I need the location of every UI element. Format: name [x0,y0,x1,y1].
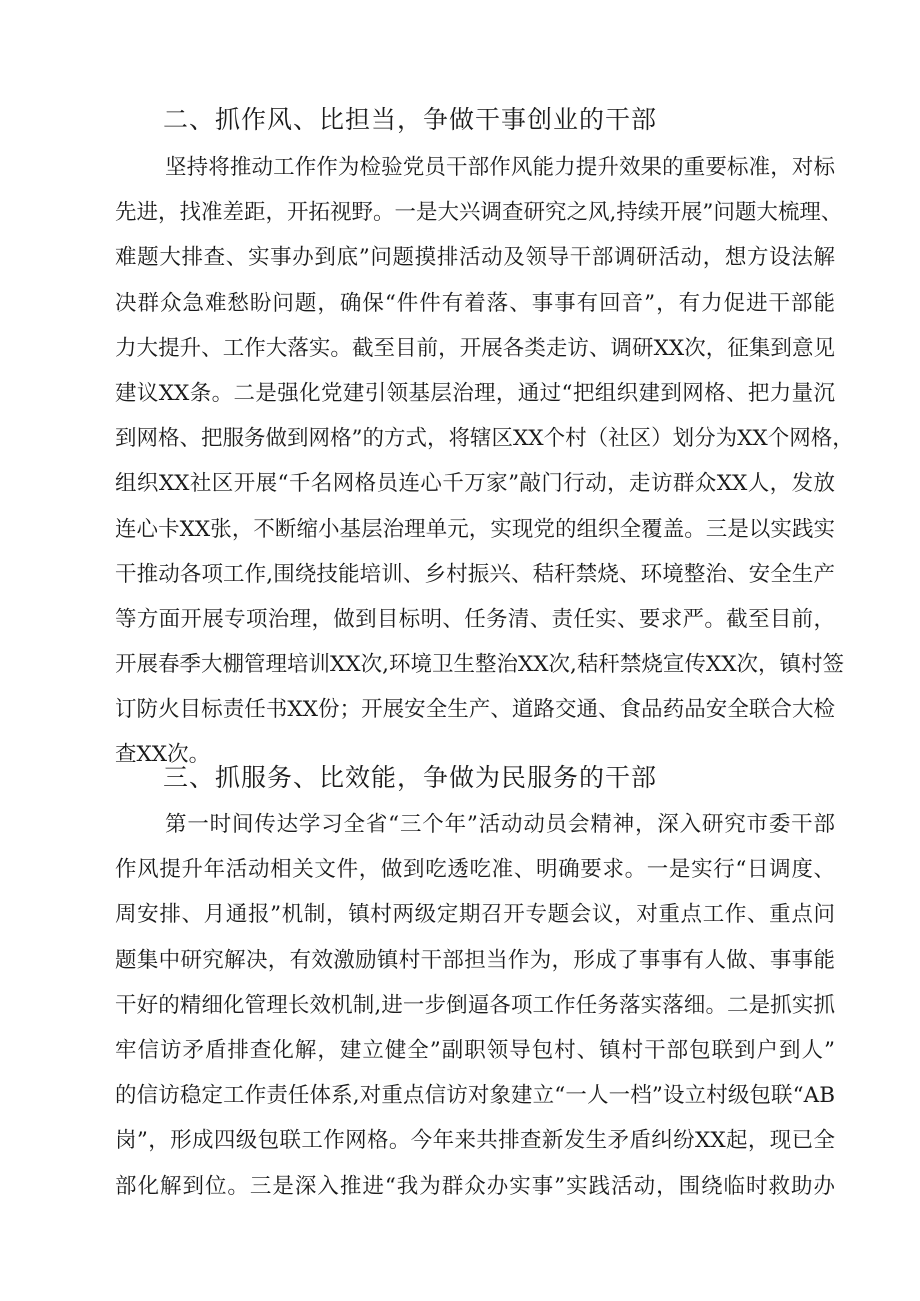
text-line: 订防火目标责任书XX份；开展安全生产、道路交通、食品药品安全联合大检 [115,697,835,723]
section-heading-2: 二、抓作风、比担当，争做干事创业的干部 [163,105,658,134]
text-line: 等方面开展专项治理，做到目标明、任务清、责任实、要求严。截至目前， [115,606,835,632]
text-line: 题集中研究解决，有效激励镇村干部担当作为，形成了事事有人做、事事能 [115,947,835,973]
section-2-paragraph [115,145,854,778]
text-line: 到网格、把服务做到网格”的方式，将辖区XX个村（社区）划分为XX个网格， [115,426,854,452]
text-line: 牢信访矛盾排查化解，建立健全”副职领导包村、镇村干部包联到户到人” [115,1037,835,1063]
text-line: 作风提升年活动相关文件，做到吃透吃准、明确要求。一是实行“日调度、 [115,857,835,883]
text-line: 坚持将推动工作作为检验党员干部作风能力提升效果的重要标准，对标 [165,155,835,180]
text-line: 难题大排查、实事办到底”问题摸排活动及领导干部调研活动，想方设法解 [115,245,835,271]
text-line: 建议XX条。二是强化党建引领基层治理，通过“把组织建到网格、把力量沉 [115,380,835,406]
text-line: 周安排、月通报”机制，镇村两级定期召开专题会议，对重点工作、重点问 [115,902,835,928]
text-line: 岗”，形成四级包联工作网格。今年来共排查新发生矛盾纠纷XX起，现已全 [115,1128,835,1154]
text-line: 干好的精细化管理长效机制,进一步倒逼各项工作任务落实落细。二是抓实抓 [115,992,835,1018]
text-line: 部化解到位。三是深入推进“我为群众办实事”实践活动，围绕临时救助办 [115,1173,835,1199]
text-line: 决群众急难愁盼问题，确保“件件有着落、事事有回音”，有力促进干部能 [115,290,835,316]
text-line: 的信访稳定工作责任体系,对重点信访对象建立“一人一档”设立村级包联“AB [115,1083,835,1109]
text-line: 干推动各项工作,围绕技能培训、乡村振兴、秸秆禁烧、环境整治、安全生产 [115,561,835,587]
text-line: 查XX次。 [115,742,211,768]
text-line: 力大提升、工作大落实。截至目前，开展各类走访、调研XX次，征集到意见 [115,335,835,361]
text-line: 先进，找准差距，开拓视野。一是大兴调查研究之风,持续开展”问题大梳理、 [115,200,843,226]
section-heading-3: 三、抓服务、比效能，争做为民服务的干部 [163,763,658,792]
text-line: 第一时间传达学习全省“三个年”活动动员会精神，深入研究市委干部 [165,812,835,837]
text-line: 开展春季大棚管理培训XX次,环境卫生整治XX次,秸秆禁烧宣传XX次，镇村签 [115,652,845,678]
section-3-paragraph [115,802,835,1209]
text-line: 组织XX社区开展“千名网格员连心千万家”敲门行动，走访群众XX人，发放 [115,471,835,497]
text-line: 连心卡XX张，不断缩小基层治理单元，实现党的组织全覆盖。三是以实践实 [115,516,835,542]
